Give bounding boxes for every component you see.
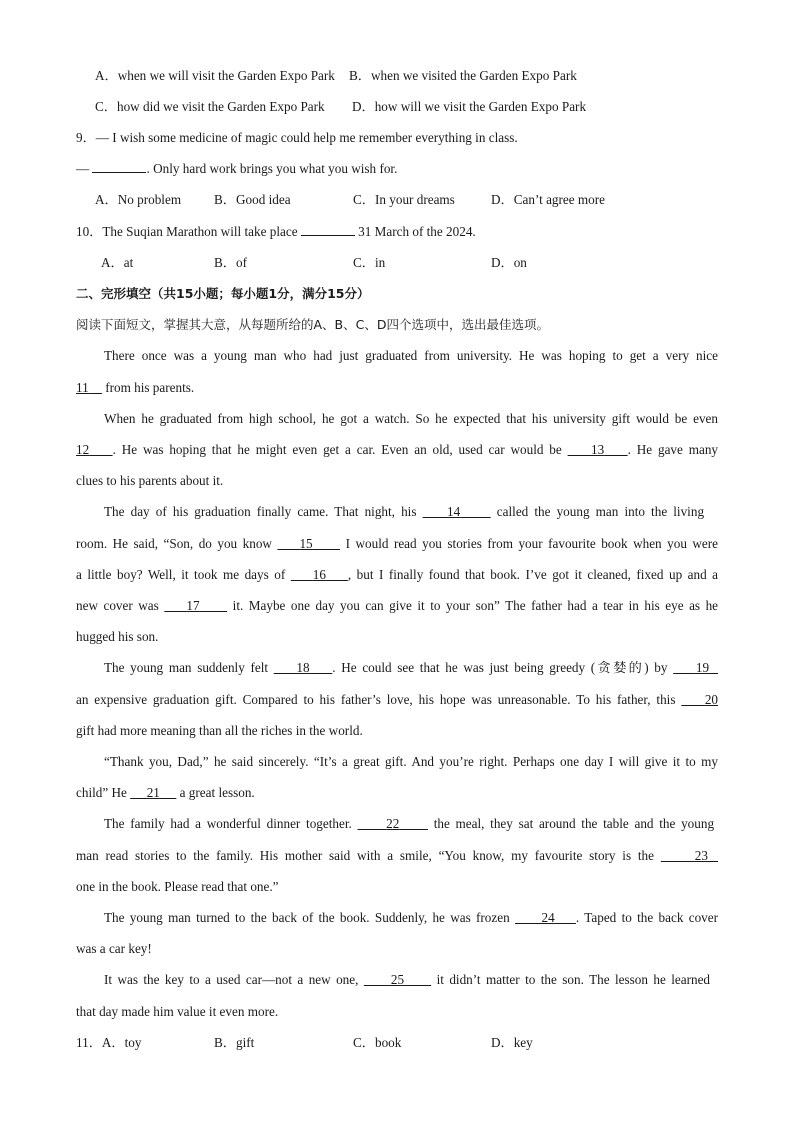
q10-stem bbox=[76, 223, 476, 241]
q9-option-a[interactable]: A．No problem bbox=[95, 192, 182, 207]
passage-p7-line-1: The young man turned to the back of the book. Suddenly, he was frozen 24 . Taped to the back cover bbox=[104, 910, 719, 925]
passage-p2-line-1: When he graduated from high school, he got a watch. So he expected that his university gift would be even bbox=[104, 411, 718, 426]
q11-option-b[interactable]: B．gift bbox=[214, 1035, 255, 1050]
blank-11[interactable]: 11 bbox=[76, 380, 89, 395]
passage-p3-line-3: a little boy? Well, it took me days of 16 , but I finally found that book. I’ve got it cleaned, fixed up and a bbox=[76, 567, 719, 582]
q11-option-c[interactable]: C．book bbox=[353, 1035, 402, 1050]
q9-stem: 9．— I wish some medicine of magic could help me remember everything in class. bbox=[76, 130, 518, 145]
q10-stem-part-1: 10．The Suqian Marathon will take place bbox=[76, 224, 298, 239]
blank-18[interactable]: 18 bbox=[296, 660, 310, 675]
passage-p5-line-2: child” He 21 a great lesson. bbox=[76, 785, 255, 800]
blank-16[interactable]: 16 bbox=[312, 567, 326, 582]
section-2-instruction: 阅读下面短文，掌握其大意，从每题所给的A、B、C、D四个选项中，选出最佳选项。 bbox=[76, 317, 549, 332]
passage-p1-line-1: There once was a young man who had just graduated from university. He was hoping to get a very nice bbox=[104, 348, 718, 363]
passage-p8-line-1: It was the key to a used car—not a new one, 25 it didn’t matter to the son. The lesson he learned bbox=[104, 972, 711, 987]
blank-19[interactable]: 19 bbox=[695, 660, 710, 675]
q10-answer-blank[interactable] bbox=[301, 223, 355, 236]
q11-option-a[interactable]: 11．A．toy bbox=[76, 1035, 142, 1050]
blank-22[interactable]: 22 bbox=[386, 816, 400, 831]
passage-p5-line-1: “Thank you, Dad,” he said sincerely. “It’s a great gift. And you’re right. Perhaps one day I will give it to my bbox=[104, 754, 718, 769]
q9-reply-text: . Only hard work brings you what you wish for. bbox=[146, 161, 398, 176]
blank-24[interactable]: 24 bbox=[541, 910, 555, 925]
q8-option-c[interactable]: C．how did we visit the Garden Expo Park bbox=[95, 99, 325, 114]
blank-15[interactable]: 15 bbox=[299, 536, 313, 551]
blank-12[interactable]: 12 bbox=[76, 442, 90, 457]
q8-option-d[interactable]: D．how will we visit the Garden Expo Park bbox=[352, 99, 587, 114]
blank-23[interactable]: 23 bbox=[694, 848, 708, 863]
passage-p2-line-3: clues to his parents about it. bbox=[76, 473, 224, 488]
q11-option-d[interactable]: D．key bbox=[491, 1035, 533, 1050]
passage-p4-line-1: The young man suddenly felt 18 . He could see that he was just being greedy (贪婪的) by 19 bbox=[104, 659, 718, 677]
passage-p6-line-2: man read stories to the family. His mother said with a smile, “You know, my favourite story is the 23 bbox=[76, 847, 718, 865]
passage-p3-line-4: new cover was 17 it. Maybe one day you can give it to your son” The father had a tear in his eye as he bbox=[76, 598, 719, 613]
passage-p4-line-2: an expensive graduation gift. Compared to his father’s love, his hope was unreasonable. To his father, this 20 bbox=[76, 692, 719, 707]
blank-25[interactable]: 25 bbox=[390, 972, 405, 987]
passage-p2-line-2: 12 . He was hoping that he might even get a car. Even an old, used car would be 13 . He gave many bbox=[76, 442, 719, 457]
q10-option-b[interactable]: B．of bbox=[214, 255, 247, 270]
q9-option-d[interactable]: D．Can’t agree more bbox=[491, 192, 606, 207]
section-2-title: 二、完形填空（共15小题；每小题1分，满分15分） bbox=[76, 286, 370, 301]
passage-p3-line-1: The day of his graduation finally came. That night, his 14 called the young man into the living bbox=[104, 504, 705, 519]
passage-p6-line-1: The family had a wonderful dinner together. 22 the meal, they sat around the table and the young bbox=[104, 816, 715, 831]
q10-stem-part-2: 31 March of the 2024. bbox=[358, 224, 476, 239]
passage-p6-line-3: one in the book. Please read that one.” bbox=[76, 879, 279, 894]
passage-p1-line-2: 11 from his parents. bbox=[76, 380, 195, 395]
blank-17[interactable]: 17 bbox=[186, 598, 200, 613]
q9-answer-blank[interactable] bbox=[92, 160, 146, 173]
blank-14[interactable]: 14 bbox=[446, 504, 461, 519]
passage-p3-line-5: hugged his son. bbox=[76, 629, 159, 644]
blank-20[interactable]: 20 bbox=[704, 692, 719, 707]
q10-option-a[interactable]: A．at bbox=[101, 255, 134, 270]
q9-reply-dash: — bbox=[76, 161, 90, 176]
blank-21[interactable]: 21 bbox=[146, 785, 160, 800]
passage-p3-line-2: room. He said, “Son, do you know 15 I would read you stories from your favourite book when you were bbox=[76, 536, 719, 551]
q10-option-d[interactable]: D．on bbox=[491, 255, 527, 270]
q9-option-b[interactable]: B．Good idea bbox=[214, 192, 291, 207]
q8-option-b[interactable]: B．when we visited the Garden Expo Park bbox=[349, 68, 577, 83]
passage-p4-line-3: gift had more meaning than all the riches in the world. bbox=[76, 723, 363, 738]
passage-p7-line-2: was a car key! bbox=[76, 941, 152, 956]
q10-option-c[interactable]: C．in bbox=[353, 255, 386, 270]
q9-option-c[interactable]: C．In your dreams bbox=[353, 192, 455, 207]
q8-option-a[interactable]: A．when we will visit the Garden Expo Park bbox=[95, 68, 335, 83]
passage-p8-line-2: that day made him value it even more. bbox=[76, 1004, 279, 1019]
q9-reply bbox=[76, 160, 397, 178]
blank-13[interactable]: 13 bbox=[591, 442, 605, 457]
